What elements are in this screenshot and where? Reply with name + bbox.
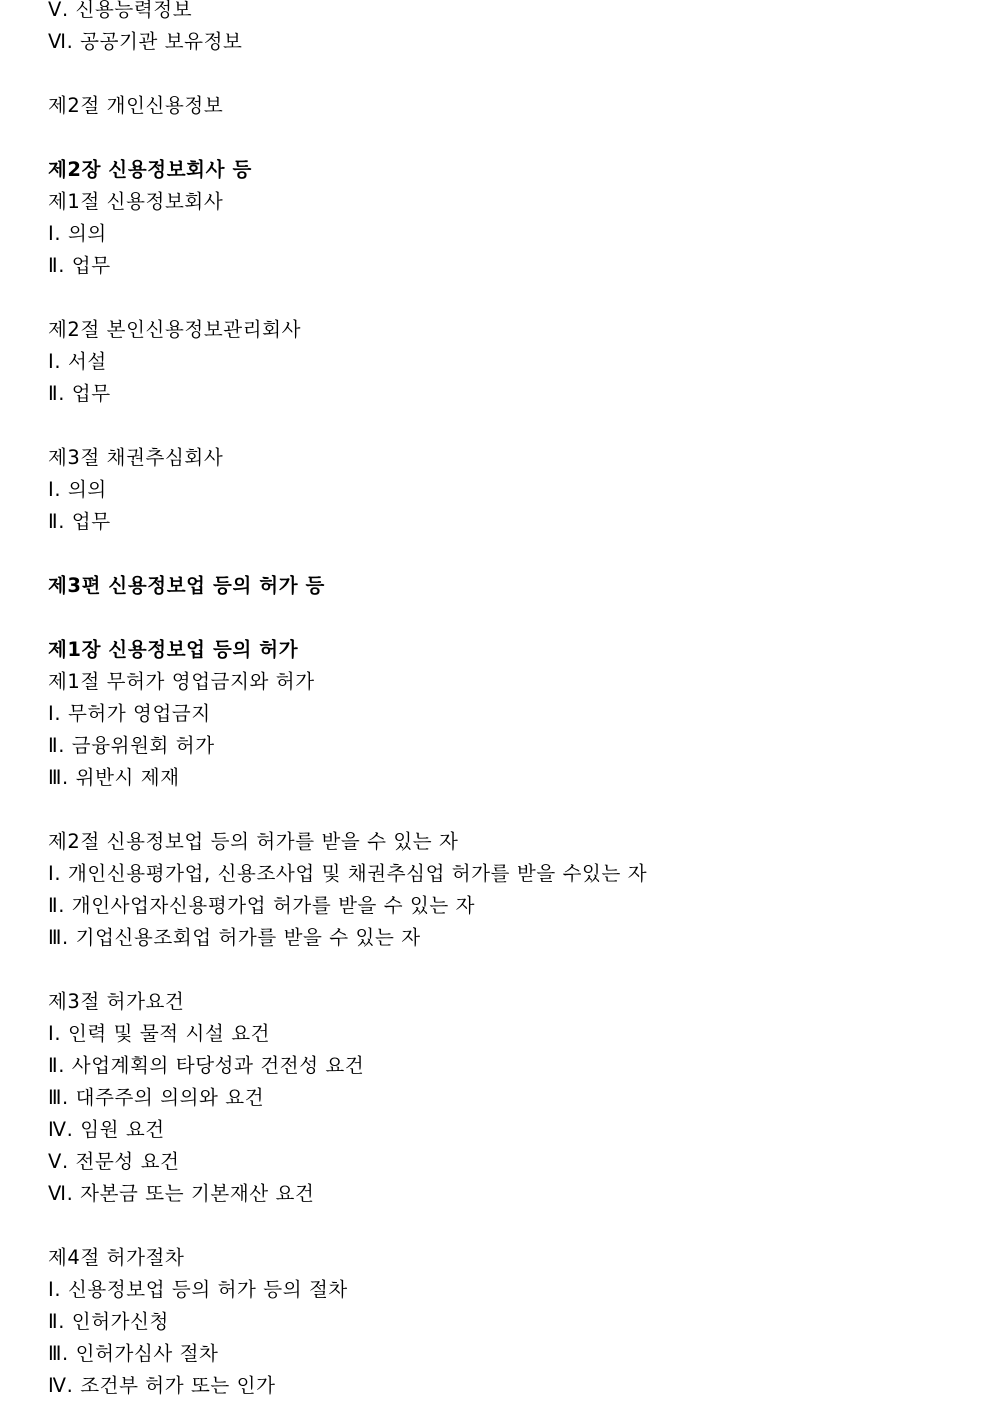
- toc-item: Ⅱ. 업무: [48, 254, 111, 277]
- chapter-heading: 제1장 신용정보업 등의 허가: [48, 638, 299, 661]
- blank-line: [48, 122, 968, 154]
- toc-item: Ⅰ. 개인신용평가업, 신용조사업 및 채권추심업 허가를 받을 수있는 자: [48, 862, 648, 885]
- toc-item: Ⅱ. 사업계획의 타당성과 건전성 요건: [48, 1054, 365, 1077]
- toc-item: Ⅲ. 인허가심사 절차: [48, 1342, 219, 1365]
- toc-item: Ⅳ. 임원 요건: [48, 1118, 165, 1141]
- toc-item: Ⅲ. 위반시 제재: [48, 766, 180, 789]
- toc-item: Ⅵ. 자본금 또는 기본재산 요건: [48, 1182, 315, 1205]
- toc-item: Ⅲ. 대주주의 의의와 요건: [48, 1086, 265, 1109]
- chapter-heading: 제2장 신용정보회사 등: [48, 158, 252, 181]
- toc-item: Ⅱ. 업무: [48, 510, 111, 533]
- blank-line: [48, 538, 968, 570]
- toc-item: Ⅰ. 신용정보업 등의 허가 등의 절차: [48, 1278, 348, 1301]
- toc-item: Ⅵ. 공공기관 보유정보: [48, 30, 243, 53]
- blank-line: [48, 794, 968, 826]
- blank-line: [48, 58, 968, 90]
- toc-item: Ⅱ. 금융위원회 허가: [48, 734, 215, 757]
- toc-item: Ⅰ. 의의: [48, 222, 107, 245]
- section-heading: 제1절 무허가 영업금지와 허가: [48, 670, 315, 693]
- toc-item: Ⅲ. 기업신용조회업 허가를 받을 수 있는 자: [48, 926, 421, 949]
- blank-line: [48, 282, 968, 314]
- blank-line: [48, 1210, 968, 1242]
- toc-item: Ⅱ. 인허가신청: [48, 1310, 169, 1333]
- part-heading: 제3편 신용정보업 등의 허가 등: [48, 574, 325, 597]
- toc-item: Ⅱ. 개인사업자신용평가업 허가를 받을 수 있는 자: [48, 894, 476, 917]
- section-heading: 제2절 본인신용정보관리회사: [48, 318, 302, 341]
- toc-item: Ⅰ. 인력 및 물적 시설 요건: [48, 1022, 271, 1045]
- toc-item: Ⅳ. 조건부 허가 또는 인가: [48, 1374, 276, 1397]
- toc-item: Ⅰ. 무허가 영업금지: [48, 702, 211, 725]
- section-heading: 제2절 신용정보업 등의 허가를 받을 수 있는 자: [48, 830, 459, 853]
- toc-item: Ⅰ. 의의: [48, 478, 107, 501]
- toc-item: Ⅴ. 전문성 요건: [48, 1150, 180, 1173]
- section-heading: 제1절 신용정보회사: [48, 190, 224, 213]
- section-heading: 제3절 채권추심회사: [48, 446, 224, 469]
- document-page: [48, 0, 968, 1402]
- toc-item: Ⅱ. 업무: [48, 382, 111, 405]
- toc-item: Ⅰ. 서설: [48, 350, 107, 373]
- section-heading: 제2절 개인신용정보: [48, 94, 224, 117]
- toc-item: Ⅴ. 신용능력정보: [48, 0, 193, 21]
- section-heading: 제4절 허가절차: [48, 1246, 185, 1269]
- blank-line: [48, 410, 968, 442]
- blank-line: [48, 602, 968, 634]
- blank-line: [48, 954, 968, 986]
- section-heading: 제3절 허가요건: [48, 990, 185, 1013]
